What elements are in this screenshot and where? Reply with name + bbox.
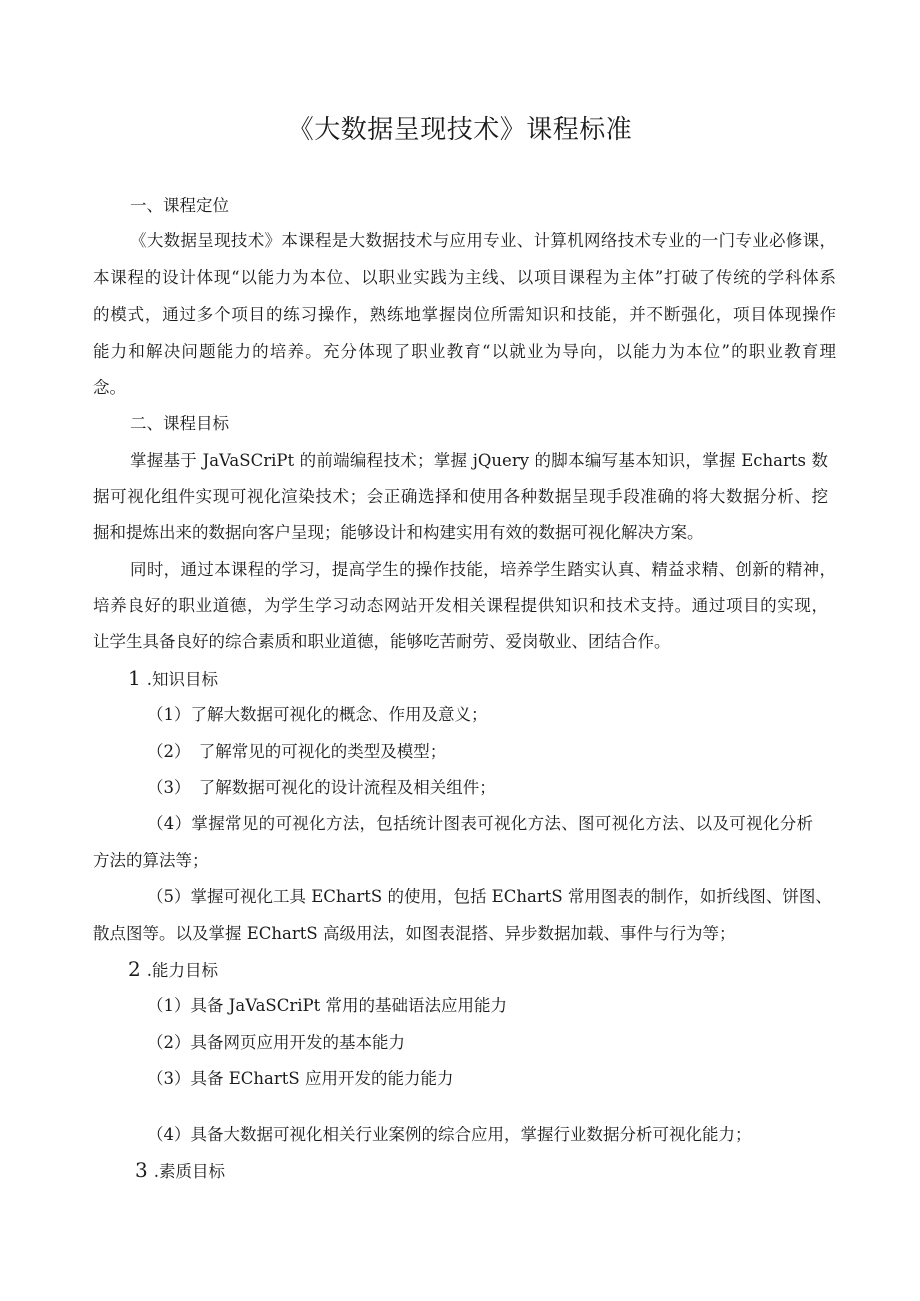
- list-item: （3） 了解数据可视化的设计流程及相关组件；: [147, 778, 496, 797]
- paragraph-line: 《大数据呈现技术》本课程是大数据技术与应用专业、计算机网络技术专业的一门专业必修课，: [130, 231, 836, 250]
- subheading-number: 2: [128, 957, 141, 981]
- subheading-number: 3: [135, 1158, 148, 1182]
- list-item: 方法的算法等；: [93, 851, 209, 870]
- paragraph-line: 念。: [93, 378, 126, 397]
- list-item: （2） 了解常见的可视化的类型及模型；: [147, 742, 447, 761]
- paragraph-line: 本课程的设计体现“以能力为本位、以职业实践为主线、以项目课程为主体”打破了传统的学科体系: [93, 268, 836, 287]
- paragraph-line: 的模式，通过多个项目的练习操作，熟练地掌握岗位所需知识和技能，并不断强化，项目体现操作: [93, 305, 836, 324]
- list-item: （5）掌握可视化工具 EChartS 的使用，包括 EChartS 常用图表的制作，如折线图、饼图、: [147, 887, 832, 906]
- section-heading-course-positioning: 一、课程定位: [130, 196, 229, 215]
- paragraph-line: 同时，通过本课程的学习，提高学生的操作技能，培养学生踏实认真、精益求精、创新的精神，: [130, 560, 836, 579]
- paragraph-line: 掘和提炼出来的数据向客户呈现；能够设计和构建实用有效的数据可视化解决方案。: [93, 523, 704, 542]
- list-item: 散点图等。以及掌握 EChartS 高级用法，如图表混搭、异步数据加载、事件与行为等；: [93, 924, 736, 943]
- subheading-label: .知识目标: [146, 670, 218, 689]
- list-item: （4）掌握常见的可视化方法，包括统计图表可视化方法、图可视化方法、以及可视化分析: [147, 814, 813, 833]
- list-item: （1）了解大数据可视化的概念、作用及意义；: [147, 705, 488, 724]
- list-item: （3）具备 EChartS 应用开发的能力能力: [147, 1069, 454, 1088]
- document-title: 《大数据呈现技术》课程标准: [287, 115, 633, 145]
- subheading-ability-objectives: [128, 957, 218, 983]
- list-item: （2）具备网页应用开发的基本能力: [147, 1033, 405, 1052]
- section-heading-course-objectives: 二、课程目标: [130, 414, 229, 433]
- subheading-label: .能力目标: [146, 961, 218, 980]
- paragraph-line: 让学生具备良好的综合素质和职业道德，能够吃苦耐劳、爱岗敬业、团结合作。: [93, 632, 671, 651]
- paragraph-line: 能力和解决问题能力的培养。充分体现了职业教育“以就业为导向，以能力为本位”的职业教育理: [93, 342, 836, 361]
- paragraph-line: 培养良好的职业道德，为学生学习动态网站开发相关课程提供知识和技术支持。通过项目的实现，: [93, 596, 828, 615]
- paragraph-line: 掌握基于 JaVaSCriPt 的前端编程技术；掌握 jQuery 的脚本编写基本知识，掌握 Echarts 数: [130, 451, 828, 470]
- subheading-knowledge-objectives: [128, 666, 218, 692]
- subheading-label: .素质目标: [153, 1162, 225, 1181]
- list-item: （4）具备大数据可视化相关行业案例的综合应用，掌握行业数据分析可视化能力；: [147, 1125, 752, 1144]
- list-item: （1）具备 JaVaSCriPt 常用的基础语法应用能力: [147, 996, 508, 1015]
- paragraph-line: 据可视化组件实现可视化渲染技术；会正确选择和使用各种数据呈现手段准确的将大数据分析、挖: [93, 487, 828, 506]
- subheading-quality-objectives: [135, 1158, 225, 1184]
- subheading-number: 1: [128, 666, 141, 690]
